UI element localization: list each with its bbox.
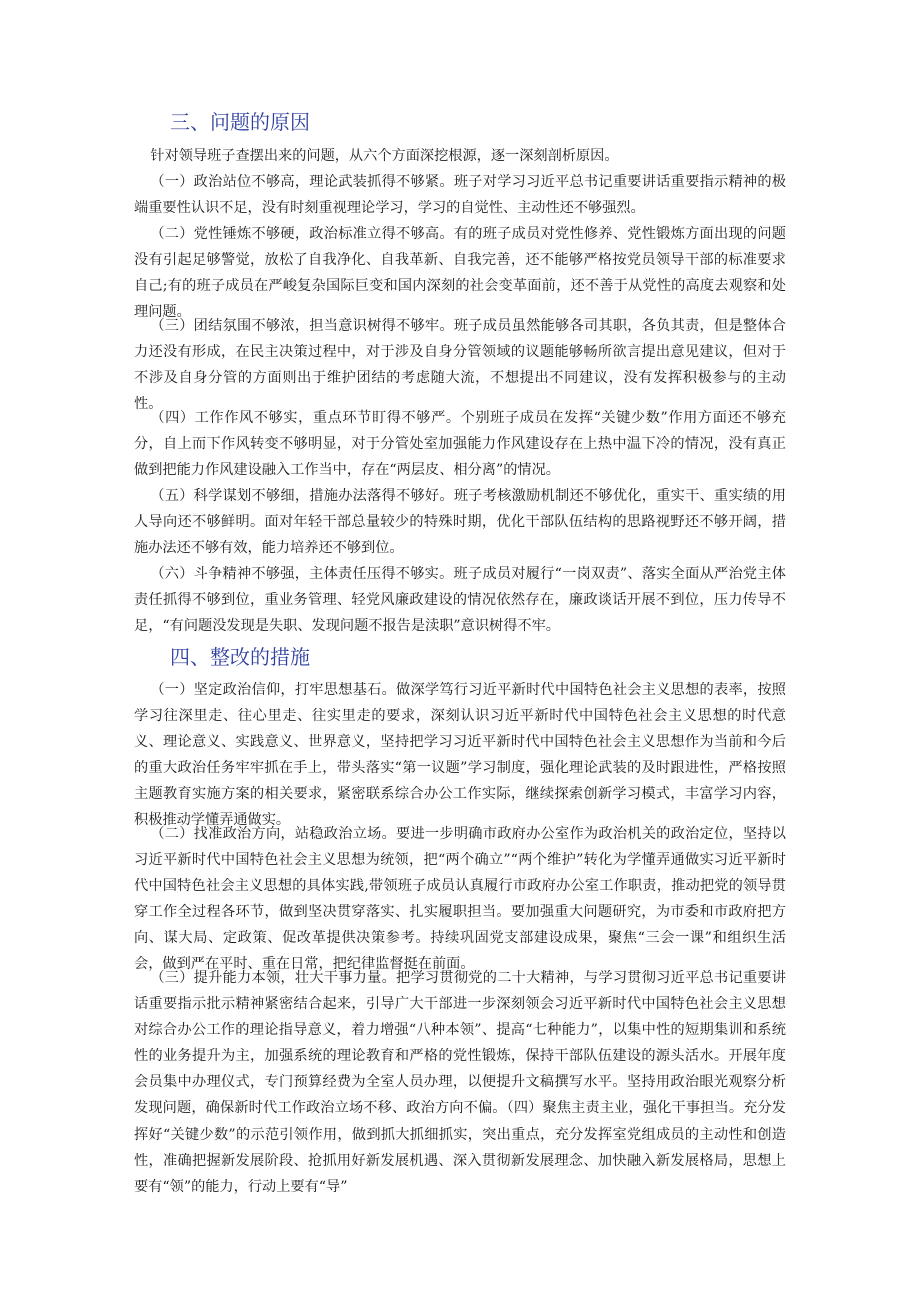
cause-paragraph-2: （二）党性锤炼不够硬，政治标准立得不够高。有的班子成员对党性修养、党性锻炼方面出现的问题没有引起足够警觉，放松了自我净化、自我革新、自我完善，还不能够严格按党员领导干部的标准要求自己;有的班子成员在严峻复杂国际巨变和国内深刻的社会变革面前，还不善于从党性的高度去观察和处理问题。 bbox=[134, 226, 786, 321]
cause-paragraph-6: （六）斗争精神不够强，主体责任压得不够实。班子成员对履行“一岗双责”、落实全面从严治党主体责任抓得不够到位，重业务管理、轻党风廉政建设的情况依然存在，廉政谈话开展不到位，压力传导不足，“有问题没发现是失职、发现问题不报告是渎职”意识树得不牢。 bbox=[134, 566, 786, 635]
section-heading-causes: 三、问题的原因 bbox=[170, 110, 310, 134]
measure-paragraph-3: （三）提升能力本领，壮大干事力量。把学习贯彻党的二十大精神，与学习贯彻习近平总书记重要讲话重要指示批示精神紧密结合起来，引导广大干部进一步深刻领会习近平新时代中国特色社会主义思想对综合办公工作的理论指导意义，着力增强“八种本领”、提高“七种能力”，以集中性的短期集训和系统性的业务提升为主，加强系统的理论教育和严格的党性锻炼，保持干部队伍建设的源头活水。开展年度会员集中办理仪式，专门预算经费为全室人员办理，以便提升文稿撰写水平。坚持用政治眼光观察分析发现问题，确保新时代工作政治立场不移、政治方向不偏。（四）聚焦主责主业，强化干事担当。充分发挥好“关键少数”的示范引领作用，做到抓大抓细抓实，突出重点，充分发挥室党组成员的主动性和创造性，准确把握新发展阶段、抢抓用好新发展机遇、深入贯彻新发展理念、加快融入新发展格局，思想上要有“领”的能力，行动上要有“导” bbox=[134, 970, 786, 1195]
measure-paragraph-1: （一）坚定政治信仰，打牢思想基石。做深学笃行习近平新时代中国特色社会主义思想的表率，按照学习往深里走、往心里走、往实里走的要求，深刻认识习近平新时代中国特色社会主义思想的时代意义、理论意义、实践意义、世界意义，坚持把学习习近平新时代中国特色社会主义思想作为当前和今后的重大政治任务牢牢抓在手上，带头落实“第一议题”学习制度，强化理论武装的及时跟进性，严格按照主题教育实施方案的相关要求，紧密联系综合办公工作实际，继续探索创新学习模式，丰富学习内容，积极推动学懂弄通做实。 bbox=[134, 682, 786, 829]
cause-paragraph-1: （一）政治站位不够高，理论武装抓得不够紧。班子对学习习近平总书记重要讲话重要指示精神的极端重要性认识不足，没有时刻重视理论学习，学习的自觉性、主动性还不够强烈。 bbox=[134, 174, 786, 217]
cause-paragraph-3: （三）团结氛围不够浓，担当意识树得不够牢。班子成员虽然能够各司其职，各负其责，但是整体合力还没有形成，在民主决策过程中，对于涉及自身分管领域的议题能够畅所欲言提出意见建议，但对于不涉及自身分管的方面则出于维护团结的考虑随大流，不想提出不同建议，没有发挥积极参与的主动性。 bbox=[134, 318, 786, 413]
cause-paragraph-4: （四）工作作风不够实，重点环节盯得不够严。个别班子成员在发挥“关键少数”作用方面还不够充分，自上而下作风转变不够明显，对于分管处室加强能力作风建设存在上热中温下冷的情况，没有真正做到把能力作风建设融入工作当中，存在“两层皮、相分离”的情况。 bbox=[134, 410, 786, 479]
section-heading-measures: 四、整改的措施 bbox=[170, 645, 310, 669]
measure-paragraph-2: （二）找准政治方向，站稳政治立场。要进一步明确市政府办公室作为政治机关的政治定位，坚持以习近平新时代中国特色社会主义思想为统领，把“两个确立”“两个维护”转化为学懂弄通做实习近平新时代中国特色社会主义思想的具体实践,带领班子成员认真履行市政府办公室工作职责，推动把党的领导贯穿工作全过程各环节，做到坚决贯穿落实、扎实履职担当。要加强重大问题研究，为市委和市政府把方向、谋大局、定政策、促改革提供决策参考。持续巩固党支部建设成果，聚焦“三会一课”和组织生活会，做到严在平时、重在日常，把纪律监督挺在前面。 bbox=[134, 826, 786, 973]
section-intro-paragraph: 针对领导班子查摆出来的问题，从六个方面深挖根源，逐一深刻剖析原因。 bbox=[150, 148, 619, 164]
cause-paragraph-5: （五）科学谋划不够细，措施办法落得不够好。班子考核激励机制还不够优化，重实干、重实绩的用人导向还不够鲜明。面对年轻干部总量较少的特殊时期，优化干部队伍结构的思路视野还不够开阔，措施办法还不够有效，能力培养还不够到位。 bbox=[134, 488, 786, 557]
